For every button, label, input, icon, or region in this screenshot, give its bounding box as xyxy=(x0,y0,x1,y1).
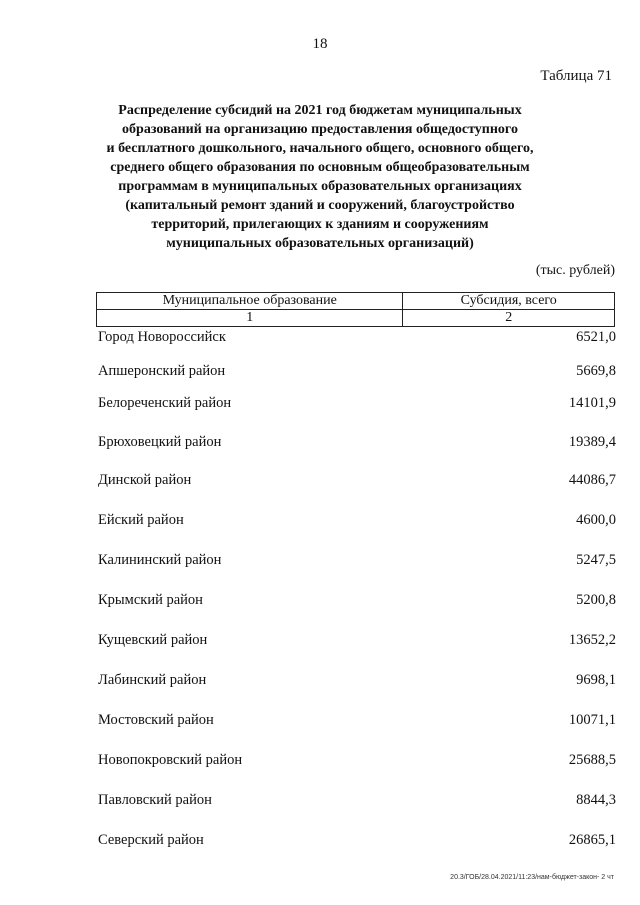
subsidy-value: 10071,1 xyxy=(568,712,616,728)
table-row xyxy=(98,434,616,454)
municipality-name: Мостовский район xyxy=(98,712,214,728)
title-line: муниципальных образовательных организаций) xyxy=(166,236,474,251)
municipality-name: Кущевский район xyxy=(98,632,208,648)
subsidy-value: 5200,8 xyxy=(576,592,616,608)
table-row xyxy=(98,672,616,692)
table-row xyxy=(98,472,616,492)
title-line: Распределение субсидий на 2021 год бюджетам муниципальных xyxy=(118,103,522,118)
subsidy-value: 25688,5 xyxy=(568,752,616,768)
table-row xyxy=(98,512,616,532)
table-row xyxy=(98,832,616,852)
subsidy-value: 4600,0 xyxy=(576,512,616,528)
table-row xyxy=(98,363,616,383)
municipality-name: Брюховецкий район xyxy=(98,434,222,450)
municipality-name: Город Новороссийск xyxy=(98,329,226,345)
subsidy-value: 8844,3 xyxy=(576,792,616,808)
column-number-1: 1 xyxy=(97,310,403,327)
title-line: территорий, прилегающих к зданиям и сооружениям xyxy=(151,217,489,232)
municipality-name: Павловский район xyxy=(98,792,212,808)
table-row xyxy=(98,712,616,732)
title-line: и бесплатного дошкольного, начального общего, основного общего, xyxy=(106,141,534,156)
table-row xyxy=(98,752,616,772)
subsidy-value: 5669,8 xyxy=(576,363,616,379)
table-title xyxy=(70,101,570,253)
table-row xyxy=(98,395,616,415)
title-line: программам в муниципальных образовательных организациях xyxy=(118,179,522,194)
subsidy-value: 5247,5 xyxy=(576,552,616,568)
title-line: образований на организацию предоставления общедоступного xyxy=(122,122,518,137)
subsidy-value: 13652,2 xyxy=(568,632,616,648)
municipality-name: Новопокровский район xyxy=(98,752,243,768)
table-row xyxy=(98,632,616,652)
table-row xyxy=(98,792,616,812)
document-footer: 20.3/ГОБ/28.04.2021/11:23/нам-бюджет-закон- 2 чт xyxy=(450,874,614,881)
subsidy-value: 26865,1 xyxy=(568,832,616,848)
municipality-name: Калининский район xyxy=(98,552,222,568)
subsidy-value: 19389,4 xyxy=(568,434,616,450)
municipality-name: Лабинский район xyxy=(98,672,207,688)
column-number-row xyxy=(97,310,615,327)
units-label: (тыс. рублей) xyxy=(535,263,615,278)
municipality-name: Белореченский район xyxy=(98,395,232,411)
header-subsidy-total: Субсидия, всего xyxy=(403,293,615,310)
table-row xyxy=(98,329,616,349)
municipality-name: Северский район xyxy=(98,832,204,848)
subsidy-value: 44086,7 xyxy=(568,472,616,488)
municipality-name: Динской район xyxy=(98,472,192,488)
table-header xyxy=(96,292,615,327)
page-number: 18 xyxy=(312,36,328,52)
table-row xyxy=(98,552,616,572)
municipality-name: Крымский район xyxy=(98,592,203,608)
subsidy-value: 6521,0 xyxy=(576,329,616,345)
column-number-2: 2 xyxy=(403,310,615,327)
title-line: (капитальный ремонт зданий и сооружений, благоустройство xyxy=(125,198,515,213)
subsidy-value: 14101,9 xyxy=(568,395,616,411)
header-municipality: Муниципальное образование xyxy=(97,293,403,310)
header-row xyxy=(97,293,615,310)
municipality-name: Апшеронский район xyxy=(98,363,226,379)
table-label: Таблица 71 xyxy=(540,68,612,84)
title-line: среднего общего образования по основным общеобразовательным xyxy=(110,160,530,175)
subsidy-value: 9698,1 xyxy=(576,672,616,688)
table-row xyxy=(98,592,616,612)
municipality-name: Ейский район xyxy=(98,512,184,528)
